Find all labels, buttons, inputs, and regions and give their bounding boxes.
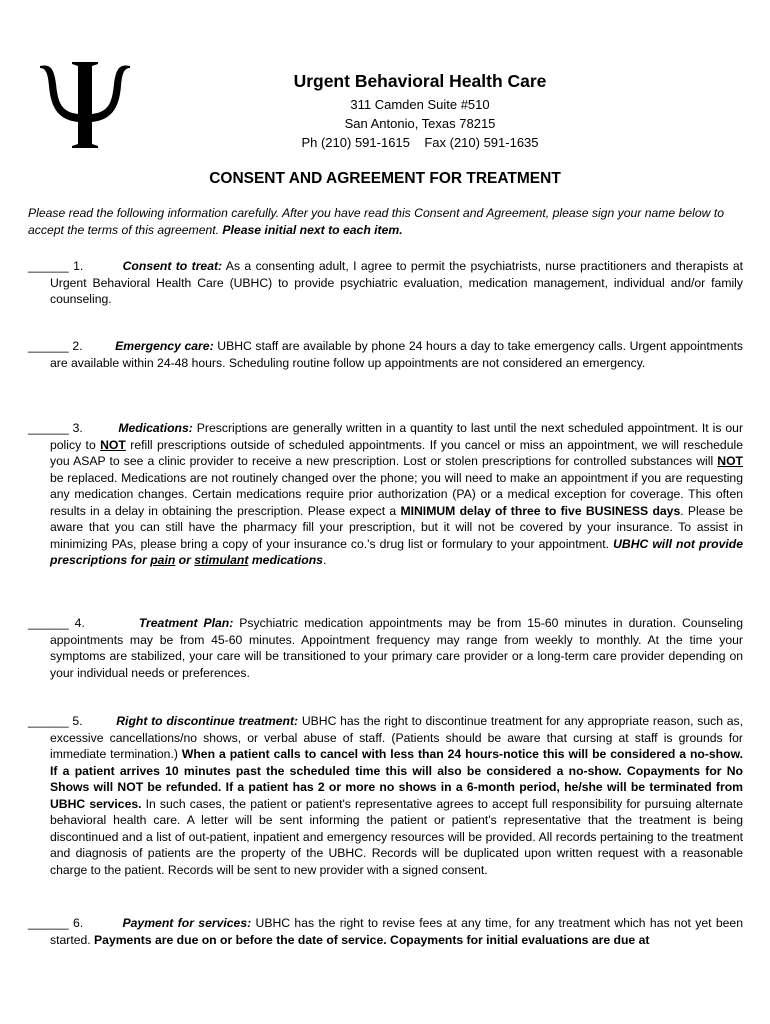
item-number: 5. [72,714,83,728]
item-number: 3. [72,421,83,435]
initial-blank[interactable]: ______ [28,714,69,728]
initial-blank[interactable]: ______ [28,259,69,273]
emphasis-stimulant: stimulant [194,553,249,567]
item-number: 6. [73,916,84,930]
item-number: 1. [73,259,84,273]
emphasis-payment-due: Payments are due on or before the date of service. Copayments for initial evaluations are due at [94,932,650,947]
emphasis-minimum-delay: MINIMUM delay of three to five BUSINESS days [400,503,681,518]
item-text: UBHC has the right to discontinue treatment for any appropriate reason, such as, excessive cancellations/no shows, or verbal abuse of staff. (Patients should be aware that cursing at staff is grounds for immediate termination.) [50,714,744,761]
item-heading: Consent to treat: [122,259,223,273]
item-number: 2. [72,339,83,353]
emphasis-no-prescriptions: UBHC will not provide prescriptions for [50,536,743,567]
consent-item-6 [28,915,743,948]
consent-item-4 [28,615,743,681]
initial-blank[interactable]: ______ [28,616,69,630]
document-title: CONSENT AND AGREEMENT FOR TREATMENT [209,170,561,187]
org-name: Urgent Behavioral Health Care [293,71,547,91]
address-line-1: 311 Camden Suite #510 [350,97,490,112]
emphasis-not: NOT [717,454,743,468]
psi-logo-icon [36,54,134,154]
emphasis-medications: medications [248,553,323,567]
item-text: be replaced. Medications are not routinely changed over the phone; you will need to make an appointment if you are requesting any medication changes. Certain medications require prior authorization (PA) or a medical exception for coverage. This often results in a delay in obtaining the prescription. Please expect a [50,470,743,518]
consent-item-2 [28,338,744,371]
emphasis-pain: pain [150,553,176,567]
initial-blank[interactable]: ______ [28,916,69,930]
item-text: refill prescriptions outside of scheduled appointments. If you cancel or miss an appointment, we will reschedule you ASAP to see a clinic provider to receive a new prescription. Lost or stolen prescriptions for controlled substances will [50,437,743,468]
item-text: Prescriptions are generally written in a quantity to last until the next scheduled appointment. It is our policy to [50,421,744,452]
item-heading: Medications: [118,421,193,435]
consent-item-1 [28,258,744,308]
consent-item-5 [28,713,744,878]
emphasis-no-show-policy: When a patient calls to cancel with less than 24 hours-notice this will be considered a no-show. If a patient arrives 10 minutes past the scheduled time this will also be considered a no-show. Copayments for No Shows will NOT be refunded. If a patient has 2 or more no shows in a 6-month period, he/she will be terminated from UBHC services. [50,747,743,811]
item-text: As a consenting adult, I agree to permit the psychiatrists, nurse practitioners and therapists at Urgent Behavioral Health Care (UBHC) to provide psychiatric evaluation, medication management, individual and/or family counseling. [50,259,744,306]
item-heading: Payment for services: [122,916,252,930]
item-text: In such cases, the patient or patient's representative agrees to accept full responsibility for pursuing alternate behavioral health care. A letter will be sent informing the patient or patient's representative that the treatment is being discontinued and a list of out-patient, inpatient and emergency resources will be provided. All records pertaining to the treatment and diagnosis of patients are the property of the UBHC. Records will be duplicated upon written request with a reasonable charge to the patient. Records will be sent to new provider with a signed consent. [50,796,743,877]
initial-blank[interactable]: ______ [28,421,69,435]
item-heading: Emergency care: [115,339,214,353]
initial-blank[interactable]: ______ [28,339,69,353]
consent-item-3 [28,420,744,569]
item-text: . [322,553,327,567]
intro-text: Please read the following information carefully. After you have read this Consent and Agreement, please sign your name below to accept the terms of this agreement. [28,206,724,237]
item-text: . Please be aware that you can still have the pharmacy fill your prescription, but it will not be covered by your insurance. To assist in minimizing PAs, please bring a copy of your insurance co.'s drug list or formulary to your appointment. [50,503,743,551]
emphasis-not: NOT [100,437,126,452]
item-text: UBHC staff are available by phone 24 hours a day to take emergency calls. Urgent appointments are available within 24-48 hours. Scheduling routine follow up appointments are not considered an emergency. [50,339,744,370]
item-text: UBHC has the right to revise fees at any time, for any treatment which has not yet been started. [50,916,743,947]
address-line-2: San Antonio, Texas 78215 [344,116,496,131]
intro-bold: Please initial next to each item. [222,222,403,237]
item-number: 4. [74,616,85,630]
phone-fax: Ph (210) 591-1615 Fax (210) 591-1635 [301,135,539,150]
intro-paragraph [28,205,744,238]
item-heading: Right to discontinue treatment: [116,714,299,728]
item-heading: Treatment Plan: [138,616,234,630]
emphasis-or: or [175,553,195,567]
item-text: Psychiatric medication appointments may be from 15-60 minutes in duration. Counseling appointments may be from 45-60 minutes. Appointment frequency may range from weekly to monthly. At the time your symptoms are stabilized, your care will be transitioned to your primary care provider or a long-term care provider depending on your individual needs or preferences. [50,616,743,680]
